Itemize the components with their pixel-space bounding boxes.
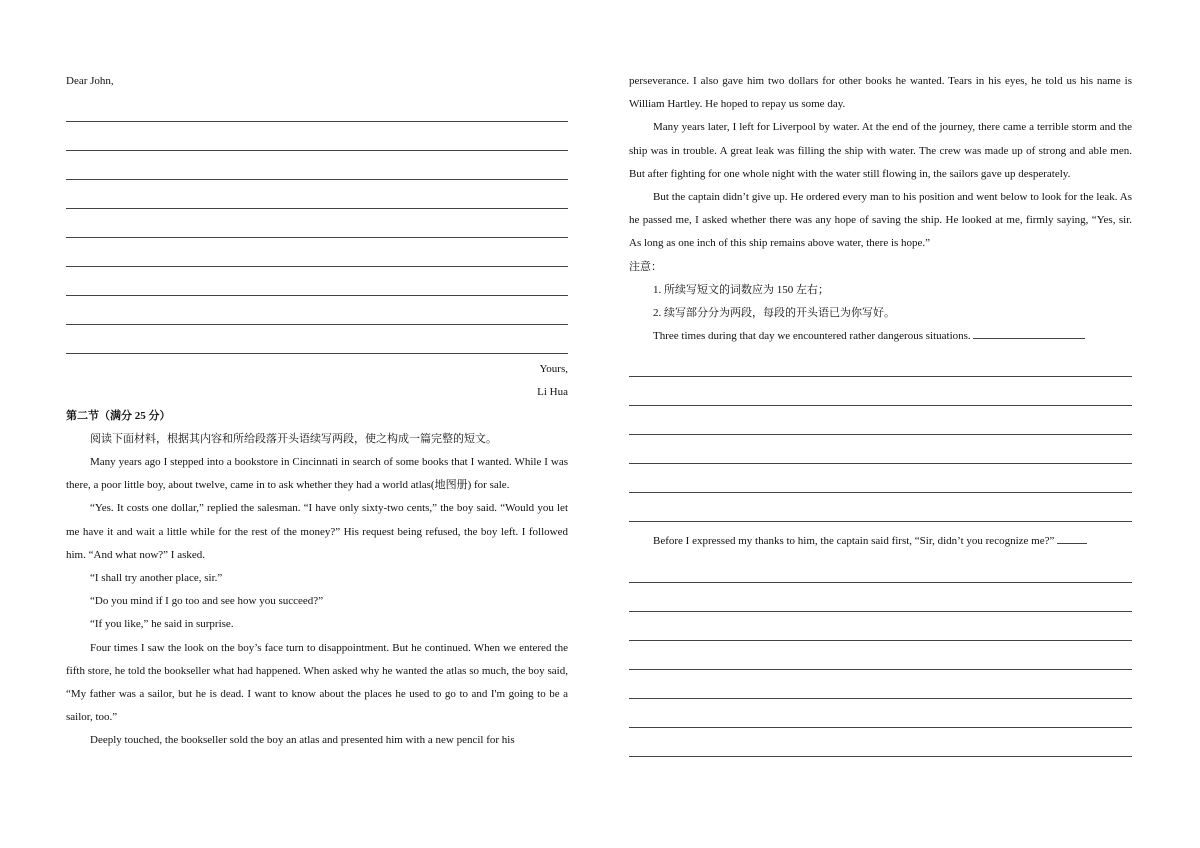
notes-item: 1. 所续写短文的词数应为 150 左右； — [653, 283, 829, 296]
writing-line[interactable] — [66, 151, 568, 180]
writing-line[interactable] — [629, 728, 1132, 757]
writing-line[interactable] — [629, 406, 1132, 435]
writing-line[interactable] — [66, 122, 568, 151]
section-instruction: 阅读下面材料，根据其内容和所给段落开头语续写两段，使之构成一篇完整的短文。 — [90, 432, 497, 445]
story-paragraph: But the captain didn’t give up. He ordered every man to his position and went below to look for the leak. As he passed me, I asked whether there was any hope of saving the ship. He looked at me, firmly saying, “Yes, sir. As long as one inch of this ship remains above water, there is hope.” — [629, 191, 1132, 250]
writing-line[interactable] — [629, 493, 1132, 522]
notes-heading: 注意： — [629, 260, 662, 273]
prompt-text: Three times during that day we encountered rather dangerous situations. — [653, 330, 971, 343]
prompt-text: Before I expressed my thanks to him, the captain said first, “Sir, didn’t you recognize me?” — [653, 535, 1055, 548]
left-column — [66, 70, 568, 753]
answer-area-1[interactable] — [629, 348, 1132, 522]
writing-line[interactable] — [66, 325, 568, 354]
section-title: 第二节（满分 25 分） — [66, 409, 171, 422]
continuation-prompt-2 — [629, 530, 1132, 553]
writing-line[interactable] — [66, 238, 568, 267]
writing-line[interactable] — [629, 612, 1132, 641]
writing-line[interactable] — [629, 377, 1132, 406]
writing-line[interactable] — [629, 699, 1132, 728]
writing-line[interactable] — [629, 348, 1132, 377]
writing-line[interactable] — [629, 670, 1132, 699]
right-column — [629, 70, 1132, 757]
writing-line[interactable] — [629, 435, 1132, 464]
letter-signature: Li Hua — [537, 386, 568, 399]
writing-line[interactable] — [629, 464, 1132, 493]
story-paragraph: Four times I saw the look on the boy’s face turn to disappointment. But he continued. When we entered the fifth store, he told the bookseller what had happened. When asked why he wanted the atlas so much, the boy said, “My father was a sailor, but he is dead. I want to know about the places he used to go to and I'm going to be a sailor, too.” — [66, 641, 568, 724]
writing-line[interactable] — [66, 296, 568, 325]
notes-item: 2. 续写部分分为两段，每段的开头语已为你写好。 — [653, 307, 895, 320]
story-paragraph: “Do you mind if I go too and see how you succeed?” — [90, 595, 324, 608]
answer-blank[interactable] — [1057, 533, 1087, 544]
answer-area-2[interactable] — [629, 554, 1132, 757]
story-paragraph: Many years ago I stepped into a bookstore in Cincinnati in search of some books that I wanted. While I was there, a poor little boy, about twelve, came in to ask whether they had a world atlas(地图册) for sale. — [66, 456, 568, 492]
answer-blank[interactable] — [973, 328, 1085, 339]
writing-line[interactable] — [629, 583, 1132, 612]
story-paragraph: “I shall try another place, sir.” — [90, 572, 223, 585]
story-paragraph: “Yes. It costs one dollar,” replied the salesman. “I have only sixty-two cents,” the boy said. “Would you let me have it and wait a little while for the rest of the money?” His request being refused, the boy left. I followed him. “And what now?” I asked. — [66, 502, 568, 561]
story-paragraph: Deeply touched, the bookseller sold the boy an atlas and presented him with a new pencil for his — [90, 734, 515, 747]
writing-line[interactable] — [629, 554, 1132, 583]
story-paragraph: “If you like,” he said in surprise. — [90, 618, 234, 631]
continuation-prompt-1 — [629, 325, 1132, 348]
story-paragraph-continued: perseverance. I also gave him two dollars for other books he wanted. Tears in his eyes, he told us his name is William Hartley. He hoped to repay us some day. — [629, 75, 1132, 111]
letter-greeting: Dear John, — [66, 75, 114, 87]
writing-line[interactable] — [629, 641, 1132, 670]
writing-line[interactable] — [66, 180, 568, 209]
story-paragraph: Many years later, I left for Liverpool by water. At the end of the journey, there came a terrible storm and the ship was in trouble. A great leak was filling the ship with water. The crew was made up of strong and able men. But after fighting for one whole night with the water still flowing in, the sailors gave up desperately. — [629, 121, 1132, 180]
letter-closing: Yours, — [539, 363, 568, 376]
writing-line[interactable] — [66, 93, 568, 122]
writing-line[interactable] — [66, 267, 568, 296]
writing-line[interactable] — [66, 209, 568, 238]
letter-writing-area[interactable] — [66, 93, 568, 354]
